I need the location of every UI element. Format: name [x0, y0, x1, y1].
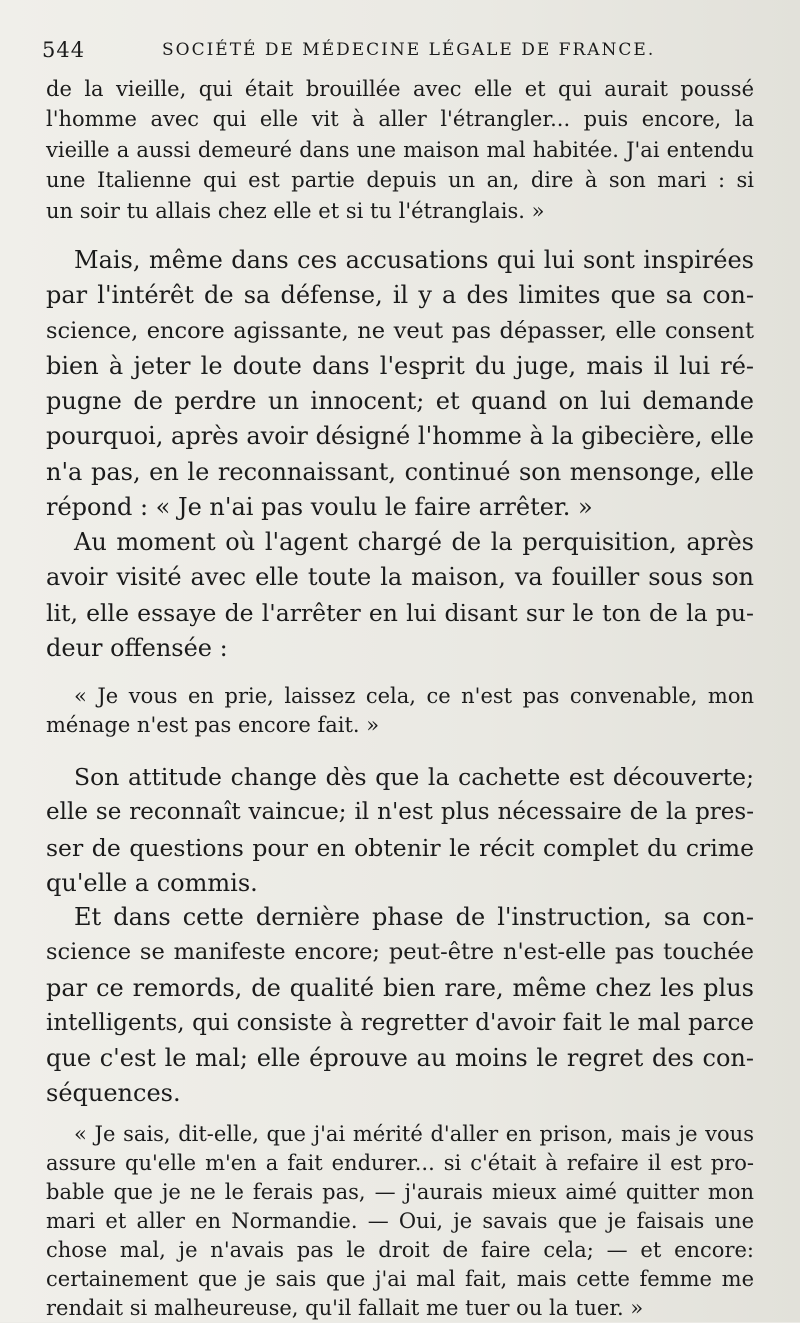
paragraph-accusations — [46, 243, 754, 525]
text-line: bable que je ne le ferais pas, — j'aurais mieux aimé quitter mon — [46, 1180, 754, 1204]
text-line: pugne de perdre un innocent; et quand on lui demande — [46, 387, 754, 416]
text-line: Mais, même dans ces accusations qui lui sont inspirées — [74, 246, 754, 274]
text-line: ser de questions pour en obtenir le récit complet du crime — [46, 833, 754, 862]
text-line: qu'elle a commis. — [46, 868, 258, 897]
paragraph-attitude — [46, 760, 754, 901]
quote-continuation — [46, 74, 754, 226]
text-line: Son attitude change dès que la cachette est découverte; — [74, 763, 754, 791]
text-line: répond : « Je n'ai pas voulu le faire arrêter. » — [46, 493, 593, 522]
paragraph-conscience — [46, 900, 754, 1112]
text-line: science, encore agissante, ne veut pas dépasser, elle consent — [46, 317, 754, 344]
text-line: ménage n'est pas encore fait. » — [46, 713, 380, 737]
text-line: par l'intérêt de sa défense, il y a des limites que sa con- — [46, 281, 754, 310]
text-line: Au moment où l'agent chargé de la perquisition, après — [74, 528, 754, 556]
text-line: chose mal, je n'avais pas le droit de faire cela; — et encore: — [46, 1238, 754, 1262]
running-head: SOCIÉTÉ DE MÉDECINE LÉGALE DE FRANCE. — [162, 40, 656, 60]
text-line: que c'est le mal; elle éprouve au moins le regret des con- — [46, 1044, 754, 1073]
text-line: rendait si malheureuse, qu'il fallait me tuer ou la tuer. » — [46, 1296, 644, 1320]
text-line: assure qu'elle m'en a fait endurer... si c'était à refaire il est pro- — [46, 1151, 754, 1175]
text-line: Et dans cette dernière phase de l'instruction, sa con- — [74, 903, 754, 931]
text-line: certainement que je sais que j'ai mal fait, mais cette femme me — [46, 1267, 754, 1291]
text-line: elle se reconnaît vaincue; il n'est plus nécessaire de la pres- — [46, 799, 754, 826]
text-line: une Italienne qui est partie depuis un an, dire à son mari : si — [46, 168, 754, 193]
text-line: lit, elle essaye de l'arrêter en lui disant sur le ton de la pu- — [46, 598, 754, 627]
text-line: « Je sais, dit-elle, que j'ai mérité d'aller en prison, mais je vous — [74, 1122, 754, 1146]
quote-block — [46, 682, 754, 740]
text-line: vieille a aussi demeuré dans une maison mal habitée. J'ai entendu — [46, 137, 754, 162]
quote-block — [46, 1120, 754, 1323]
text-line: science se manifeste encore; peut-être n'est-elle pas touchée — [46, 939, 754, 966]
text-line: séquences. — [46, 1079, 181, 1108]
text-line: intelligents, qui consiste à regretter d'avoir fait le mal parce — [46, 1009, 754, 1036]
page-header — [42, 38, 762, 68]
text-line: par ce remords, de qualité bien rare, même chez les plus — [46, 973, 754, 1002]
text-line: de la vieille, qui était brouillée avec elle et qui aurait poussé — [46, 77, 754, 101]
text-line: deur offensée : — [46, 633, 228, 662]
text-line: l'homme avec qui elle vit à aller l'étrangler... puis encore, la — [46, 107, 754, 132]
text-line: bien à jeter le doute dans l'esprit du juge, mais il lui ré- — [46, 351, 754, 380]
page-number: 544 — [42, 38, 86, 62]
text-line: « Je vous en prie, laissez cela, ce n'est pas convenable, mon — [74, 684, 754, 708]
text-line: avoir visité avec elle toute la maison, va fouiller sous son — [46, 563, 754, 592]
text-line: n'a pas, en le reconnaissant, continué son mensonge, elle — [46, 457, 754, 486]
text-line: un soir tu allais chez elle et si tu l'étranglais. » — [46, 198, 545, 223]
text-line: mari et aller en Normandie. — Oui, je savais que je faisais une — [46, 1209, 754, 1233]
paragraph-perquisition — [46, 525, 754, 666]
text-line: pourquoi, après avoir désigné l'homme à la gibecière, elle — [46, 422, 754, 451]
